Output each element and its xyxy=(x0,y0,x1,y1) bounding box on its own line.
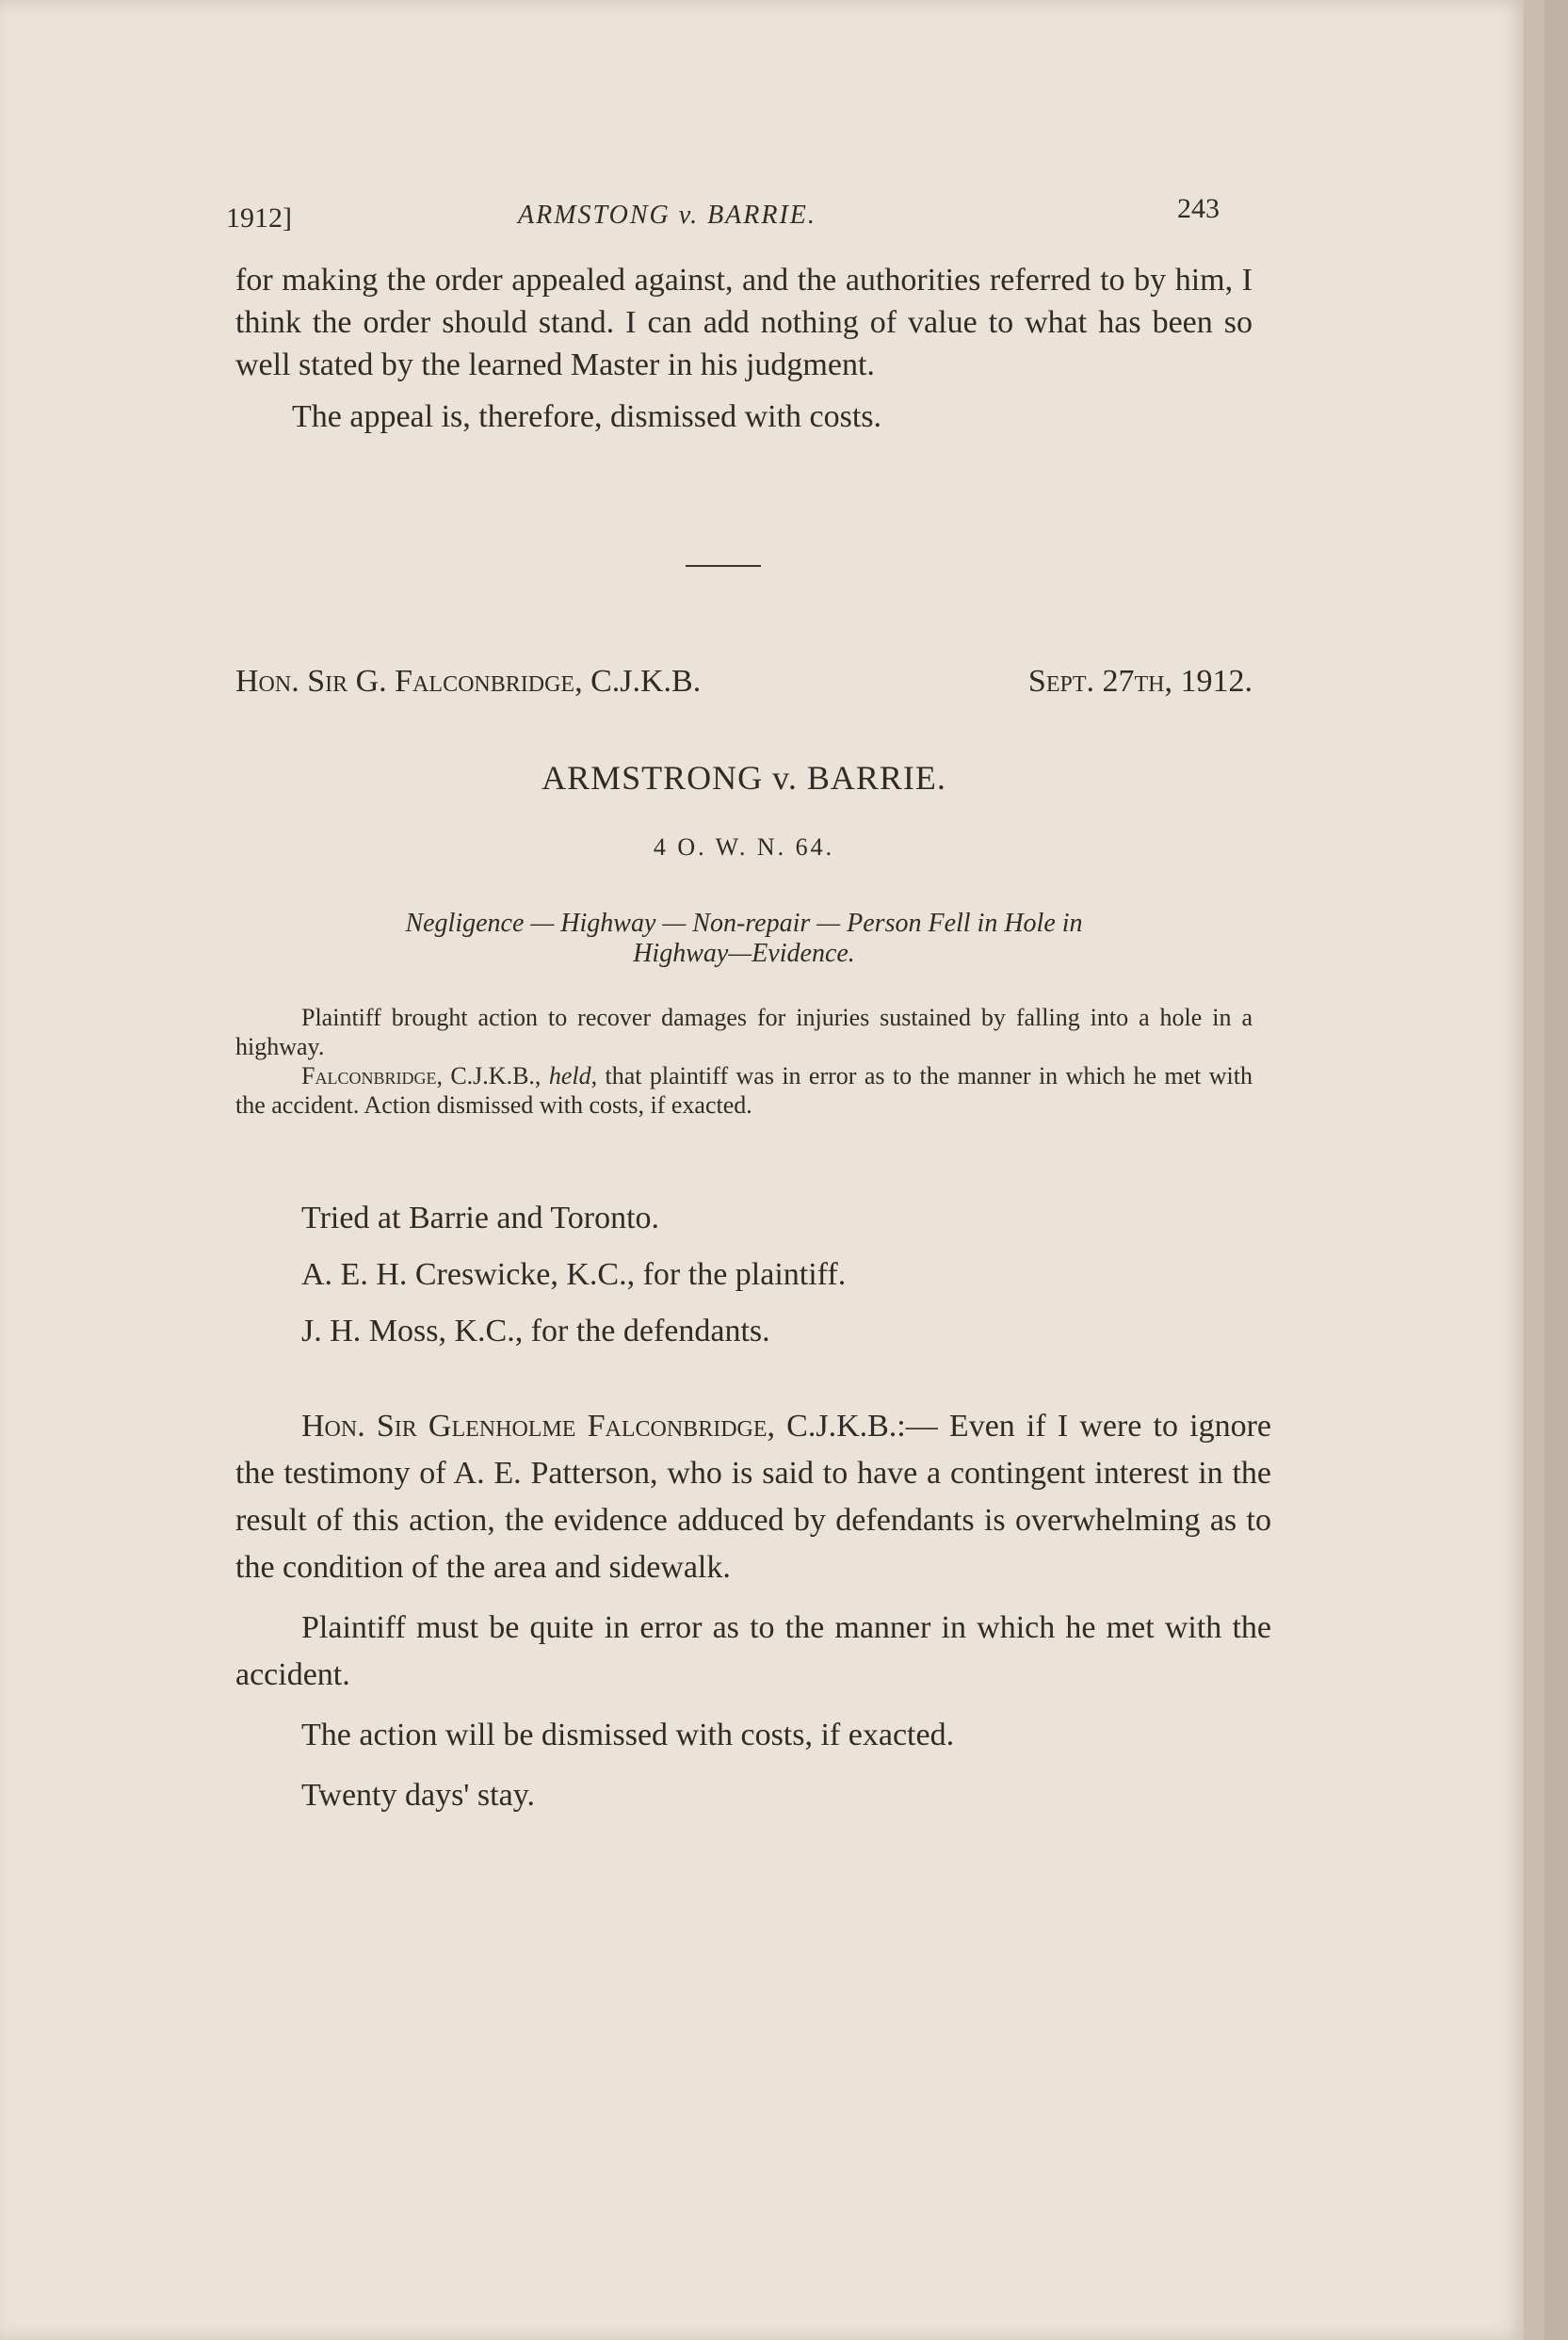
counsel-plaintiff: A. E. H. Creswicke, K.C., for the plaintiff. xyxy=(301,1257,847,1292)
opinion-paragraph-2: Plaintiff must be quite in error as to the manner in which he met with the accident. xyxy=(235,1610,1271,1692)
previous-case-text xyxy=(235,259,1253,438)
headnote xyxy=(235,1003,1253,1120)
opinion xyxy=(235,1403,1271,1832)
case-citation: 4 O. W. N. 64. xyxy=(653,833,835,861)
opinion-paragraph-3: The action will be dismissed with costs, if exacted. xyxy=(301,1718,955,1752)
opinion-judge-name: Hon. Sir Glenholme Falconbridge, C.J.K.B.:— xyxy=(301,1409,938,1444)
catchwords-line-1: Negligence — Highway — Non-repair — Person Fell in Hole in xyxy=(405,909,1083,938)
headnote-judge: Falconbridge, C.J.K.B., xyxy=(301,1062,542,1089)
headnote-held: held, xyxy=(548,1062,598,1089)
header-year: 1912] xyxy=(226,202,292,234)
case-title: ARMSTRONG v. BARRIE. xyxy=(542,759,946,797)
page-number: 243 xyxy=(1177,193,1220,224)
opinion-paragraph-1 xyxy=(235,1403,1271,1591)
opinion-text-1: Even if I were to ignore the testimony of A. E. Patterson, who is said to have a contingent interest in the result of this action, the evidence adduced by defendants is overwhelming as to the condition of the area and sidewalk. xyxy=(235,1409,1271,1585)
counsel-defendants: J. H. Moss, K.C., for the defendants. xyxy=(301,1314,770,1348)
page-edge xyxy=(1524,0,1544,2340)
previous-paragraph-1: for making the order appealed against, and the authorities referred to by him, I think the order should stand. I can add nothing of value to what has been so well stated by the learned Master in his judgment. xyxy=(235,263,1253,382)
header-running-title: ARMSTONG v. BARRIE. xyxy=(518,201,816,230)
catchwords xyxy=(235,909,1253,969)
catchwords-line-2: Highway—Evidence. xyxy=(633,939,855,968)
opinion-paragraph-4: Twenty days' stay. xyxy=(301,1778,535,1813)
running-header xyxy=(226,193,1220,240)
previous-paragraph-2: The appeal is, therefore, dismissed with costs. xyxy=(292,399,882,434)
section-divider xyxy=(686,565,761,567)
trial-details xyxy=(235,1201,1253,1370)
headnote-paragraph-1: Plaintiff brought action to recover damages for injuries sustained by falling into a hole in a highway. xyxy=(235,1004,1253,1060)
judge-name: Hon. Sir G. Falconbridge, C.J.K.B. xyxy=(235,664,702,699)
page-edge-outer xyxy=(1544,0,1568,2340)
headnote-paragraph-2 xyxy=(235,1061,1253,1120)
decision-date: Sept. 27th, 1912. xyxy=(1027,664,1253,699)
tried-at: Tried at Barrie and Toronto. xyxy=(301,1201,660,1235)
headnote-holding: that plaintiff was in error as to the manner in which he met with the accident. Action dismissed with costs, if exacted. xyxy=(235,1062,1253,1119)
